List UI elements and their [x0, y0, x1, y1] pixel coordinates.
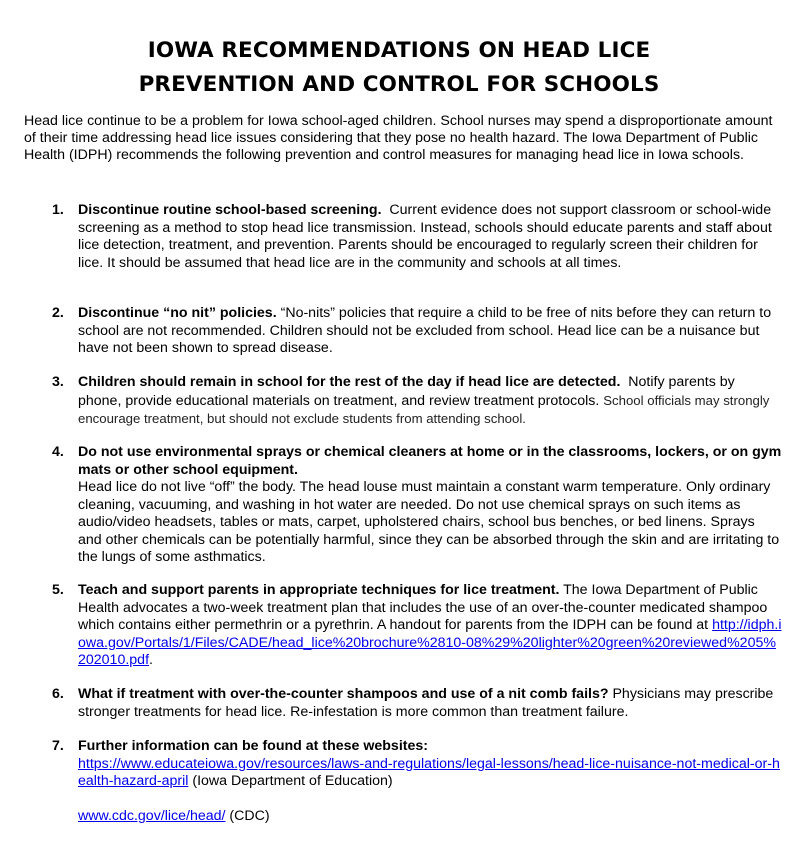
- list-item-6: [42, 686, 782, 721]
- item-number: 3.: [52, 374, 64, 390]
- educateiowa-link[interactable]: https://www.educateiowa.gov/resources/laws-and-regulations/legal-lessons/head-lice-nuisance-not-medical-or-health-hazard-april: [78, 755, 780, 789]
- list-item-2: [42, 305, 782, 358]
- item-number: 6.: [52, 686, 64, 702]
- item-text: Notify parents by phone, provide educational materials on treatment, and review treatment protocols.: [78, 374, 735, 409]
- list-item-4: [42, 444, 782, 567]
- title-line-2: PREVENTION AND CONTROL FOR SCHOOLS: [138, 72, 660, 97]
- item-text: Physicians may prescribe stronger treatments for head lice. Re-infestation is more common than treatment failure.: [78, 686, 774, 720]
- item-heading: Discontinue routine school-based screening.: [78, 202, 382, 218]
- title-line-1: IOWA RECOMMENDATIONS ON HEAD LICE: [147, 38, 651, 63]
- item-heading: Discontinue “no nit” policies.: [78, 305, 277, 321]
- document-title: [0, 34, 798, 102]
- item-number: 1.: [52, 202, 64, 218]
- item-text-small: School officials may strongly encourage treatment, but should not exclude students from attending school.: [78, 392, 770, 426]
- item-text: Head lice do not live “off” the body. The head louse must maintain a constant warm temperature. Only ordinary cleaning, vacuuming, and washing in hot water are needed. Do not use chemical sprays on such items as audio/video headsets, tables or mats, carpet, upholstered chairs, school bus benches, or bed linens. Sprays and other chemicals can be potentially harmful, since they can be absorbed through the skin and are irritating to the lungs of some asthmatics.: [78, 479, 780, 565]
- item-heading: Teach and support parents in appropriate techniques for lice treatment.: [78, 582, 560, 598]
- cdc-link[interactable]: www.cdc.gov/lice/head/: [78, 807, 226, 824]
- item-text: Current evidence does not support classroom or school-wide screening as a method to stop head lice transmission. Instead, schools should educate parents and staff about lice detection, treatment, and prevention. Parents should be encouraged to regularly screen their children for lice. It should be assumed that head lice are in the community and schools at all times.: [78, 202, 772, 271]
- item-number: 7.: [52, 738, 64, 754]
- item-heading: Do not use environmental sprays or chemical cleaners at home or in the classrooms, lockers, or on gym mats or other school equipment.: [78, 444, 782, 478]
- item-text: “No-nits” policies that require a child to be free of nits before they can return to school are not recommended. Children should not be excluded from school. Head lice can be a nuisance but have not been shown to spread disease.: [78, 305, 772, 356]
- list-item-7: [42, 738, 782, 825]
- intro-paragraph: Head lice continue to be a problem for Iowa school-aged children. School nurses may spend a disproportionate amount of their time addressing head lice issues considering that they pose no health hazard. The Iowa Department of Public Health (IDPH) recommends the following prevention and control measures for managing head lice in Iowa schools.: [24, 113, 773, 163]
- item-text: The Iowa Department of Public Health advocates a two-week treatment plan that includes the use of an over-the-counter medicated shampoo which contains either permethrin or a pyrethrin. A handout for parents from the IDPH can be found at: [78, 582, 768, 633]
- idph-brochure-link[interactable]: http://idph.iowa.gov/Portals/1/Files/CADE/head_lice%20brochure%2810-08%29%20lighter%20green%20reviewed%205%202010.pdf: [78, 617, 782, 668]
- item-heading: What if treatment with over-the-counter shampoos and use of a nit comb fails?: [78, 686, 609, 702]
- link-source-label: (CDC): [225, 807, 270, 824]
- item-number: 5.: [52, 582, 64, 598]
- list-item-3: [42, 374, 782, 429]
- item-heading: Children should remain in school for the rest of the day if head lice are detected.: [78, 374, 621, 390]
- item-number: 4.: [52, 444, 64, 460]
- item-number: 2.: [52, 305, 64, 321]
- item-heading: Further information can be found at these websites:: [78, 738, 428, 754]
- list-item-5: [42, 582, 782, 670]
- list-item-1: [42, 202, 782, 272]
- item-text-end: .: [149, 652, 153, 668]
- link-source-label: (Iowa Department of Education): [188, 773, 393, 789]
